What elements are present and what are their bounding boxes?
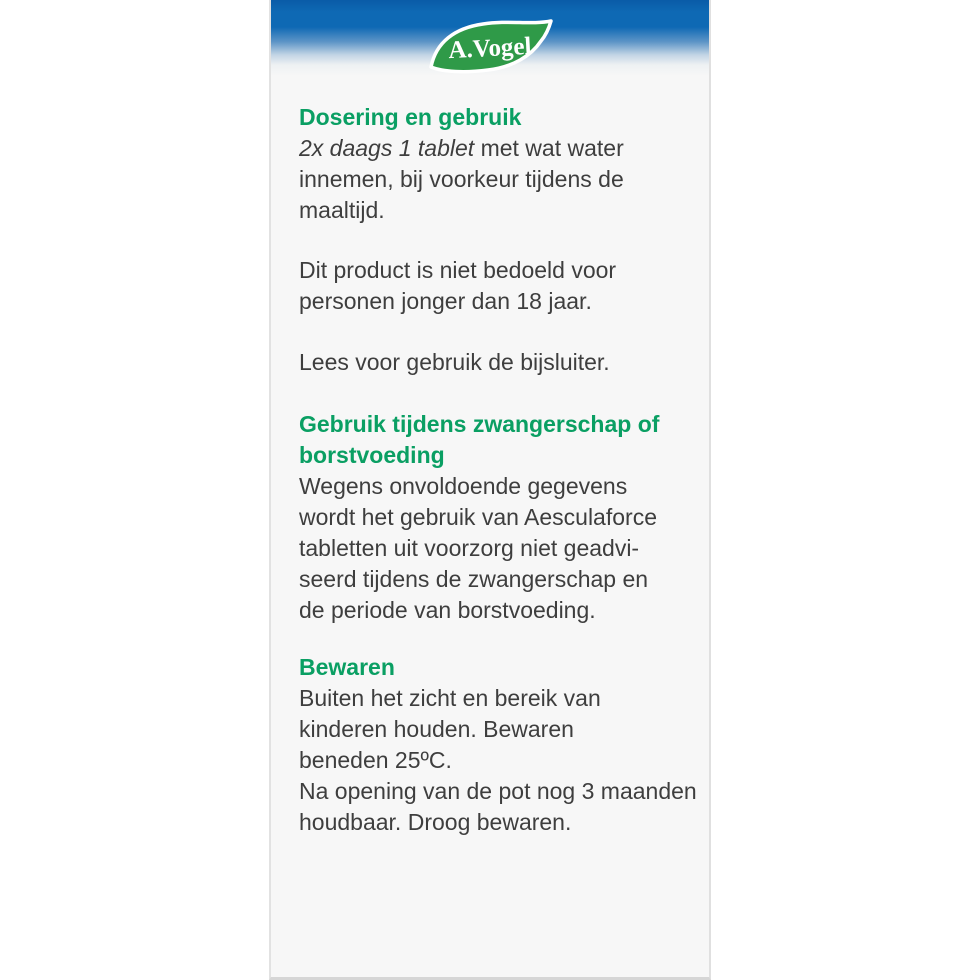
zwangerschap-heading-line: borstvoeding [299, 442, 445, 468]
bewaren-line: kinderen houden. Bewaren [299, 716, 574, 742]
section-bewaren [299, 652, 701, 838]
bewaren-line: Buiten het zicht en bereik van [299, 685, 601, 711]
section-dosering [299, 102, 701, 226]
section-age-notice [299, 255, 701, 317]
zwangerschap-heading-line: Gebruik tijdens zwangerschap of [299, 411, 660, 437]
dosering-line-intro [299, 133, 701, 164]
bewaren-line: houdbaar. Droog bewaren. [299, 809, 572, 835]
age-notice-line: personen jonger dan 18 jaar. [299, 288, 592, 314]
avogel-leaf-logo-icon [426, 18, 554, 76]
zwangerschap-line: de periode van borstvoeding. [299, 597, 596, 623]
bewaren-line: beneden 25ºC. [299, 747, 452, 773]
dose-rest-text: met wat water [474, 135, 624, 161]
zwangerschap-line: Wegens onvoldoende gegevens [299, 473, 628, 499]
bewaren-heading: Bewaren [299, 654, 395, 680]
dose-italic-text: 2x daags 1 tablet [299, 135, 475, 161]
bewaren-line: Na opening van de pot nog 3 maanden [299, 778, 697, 804]
logo-text: A.Vogel [447, 32, 533, 65]
leaflet-notice-line: Lees voor gebruik de bijsluiter. [299, 349, 610, 375]
zwangerschap-line: seerd tijdens de zwangerschap en [299, 566, 649, 592]
age-notice-line: Dit product is niet bedoeld voor [299, 257, 617, 283]
dosering-line: innemen, bij voorkeur tijdens de [299, 166, 624, 192]
section-leaflet-notice [299, 347, 701, 378]
zwangerschap-line: wordt het gebruik van Aesculaforce [299, 504, 657, 530]
zwangerschap-line: tabletten uit voorzorg niet geadvi- [299, 535, 640, 561]
product-panel [269, 0, 711, 980]
dosering-line: maaltijd. [299, 197, 385, 223]
section-zwangerschap [299, 409, 701, 626]
dosering-heading: Dosering en gebruik [299, 104, 522, 130]
